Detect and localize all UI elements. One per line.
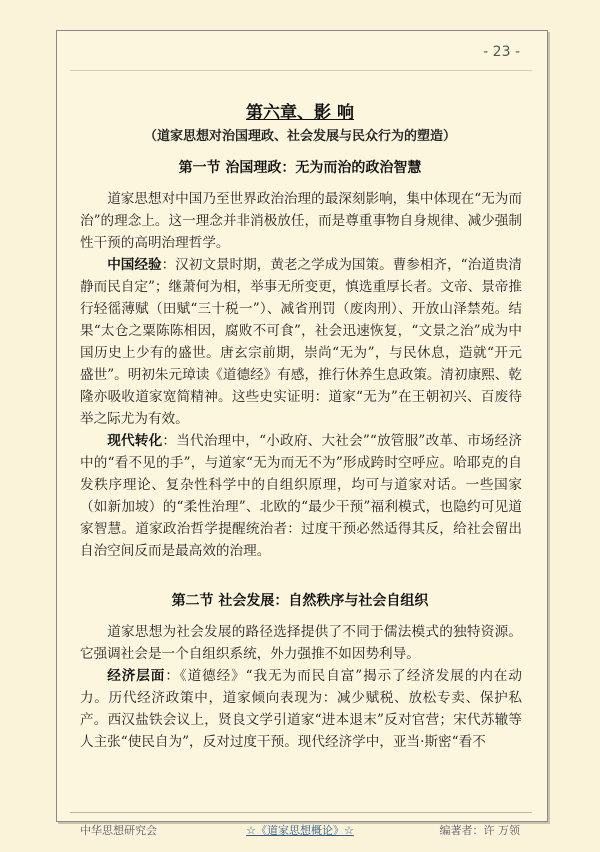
china-experience-label: 中国经验 — [107, 257, 162, 273]
section-1-body — [80, 188, 522, 562]
section-1-title: 第一节 治国理政：无为而治的政治智慧 — [178, 160, 422, 176]
modern-transformation-text: ：当代治理中，“小政府、大社会”“放管服”改革、市场经济中的“看不见的手”，与道家“无为而无不为”形成跨时空呼应。哈耶克的自发秩序理论、复杂性科学中的自组织原理，均可与道家对话。一些国家（如新加坡）的“柔性治理”、北欧的“最少干预”福利模式，也隐约可见道家智慧。道家政治哲学提醒统治者：过度干预必然适得其反，给社会留出自治空间反而是最高效的治理。 — [80, 433, 523, 559]
footer-publisher: 中华思想研究会 — [80, 824, 157, 837]
footer-rule — [70, 812, 532, 813]
chapter-title: 第六章、影 响 — [246, 103, 354, 123]
modern-transformation-paragraph — [80, 430, 522, 562]
section-2-body — [80, 621, 522, 753]
page-number: - 23 - — [483, 44, 520, 60]
header-rule — [70, 70, 532, 71]
section-2-intro: 道家思想为社会发展的路径选择提供了不同于儒法模式的独特资源。它强调社会是一个自组织系统，外力强推不如因势利导。 — [80, 624, 522, 662]
chapter-subtitle: （道家思想对治国理政、社会发展与民众行为的塑造） — [143, 129, 456, 144]
economic-label: 经济层面 — [107, 668, 166, 684]
footer-book-title[interactable]: ☆《道家思想概论》☆ — [246, 824, 354, 837]
economic-text: ：《道德经》“我无为而民自富”揭示了经济发展的内在动力。历代经济政策中，道家倾向表现为：减少赋税、放松专卖、保护私产。西汉盐铁会议上，贤良文学引道家“进本退末”反对官营；宋代苏辙等人主张“使民自为”，反对过度干预。现代经济学中，亚当·斯密“看不 — [80, 668, 523, 750]
china-experience-text: ：汉初文景时期，黄老之学成为国策。曹参相齐，“治道贵清静而民自定”；继萧何为相，举事无所变更，慎选重厚长者。文帝、景帝推行轻徭薄赋（田赋“三十税一”）、减省刑罚（废肉刑）、开放山泽禁苑。结果“太仓之粟陈陈相因，腐败不可食”，社会迅速恢复，“文景之治”成为中国历史上少有的盛世。唐玄宗前期，崇尚“无为”，与民休息，造就“开元盛世”。明初朱元璋读《道德经》有感，推行休养生息政策。清初康熙、乾隆亦吸收道家宽简精神。这些史实证明：道家“无为”在王朝初兴、百废待举之际尤为有效。 — [80, 257, 523, 427]
section-2-title: 第二节 社会发展：自然秩序与社会自组织 — [171, 593, 429, 609]
section-1-intro: 道家思想对中国乃至世界政治治理的最深刻影响，集中体现在“无为而治”的理念上。这一理念并非消极放任，而是尊重事物自身规律、减少强制性干预的高明治理哲学。 — [80, 191, 522, 251]
china-experience-paragraph — [80, 254, 522, 430]
modern-transformation-label: 现代转化 — [107, 433, 163, 449]
economic-paragraph — [80, 665, 522, 753]
footer-author: 编著者：许 万领 — [439, 824, 520, 837]
